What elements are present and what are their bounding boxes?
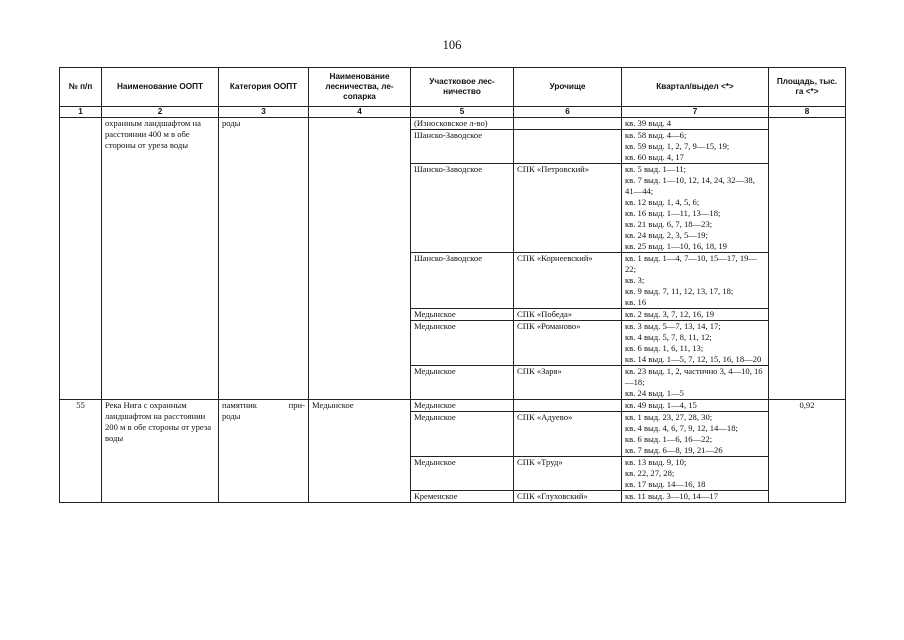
tract-cell: СПК «Глуховский» xyxy=(514,491,622,503)
tract-cell xyxy=(514,400,622,412)
header-quarters: Квартал/выдел <*> xyxy=(622,68,769,107)
col-number: 1 xyxy=(60,107,102,118)
oopt-category-line: роды xyxy=(222,411,241,421)
tract-cell: СПК «Победа» xyxy=(514,309,622,321)
tract-cell: СПК «Романово» xyxy=(514,321,622,366)
quarter-line: кв. 17 выд. 14—16, 18 xyxy=(625,479,706,489)
quarter-line: кв. 14 выд. 1—5, 7, 12, 15, 16, 18—20 xyxy=(625,354,762,364)
quarters-cell xyxy=(622,253,769,309)
oopt-name: охранным ландшафтом на расстоянии 400 м в обе стороны от уреза воды xyxy=(102,118,219,400)
quarter-line: кв. 3 выд. 5—7, 13, 14, 17; xyxy=(625,321,721,331)
header-forestry: Наименование лесничества, ле-сопарка xyxy=(309,68,411,107)
district-cell: Медынское xyxy=(411,412,514,457)
district-cell: Кременское xyxy=(411,491,514,503)
quarter-line: кв. 16 выд. 1—11, 13—18; xyxy=(625,208,721,218)
quarter-line: кв. 3; xyxy=(625,275,645,285)
page-number: 106 xyxy=(442,38,462,52)
oopt-category: роды xyxy=(219,118,309,400)
tract-cell: СПК «Петровский» xyxy=(514,164,622,253)
district-cell: Шанско-Заводское xyxy=(411,253,514,309)
quarter-line: кв. 11 выд. 3—10, 14—17 xyxy=(625,491,719,501)
quarter-line: кв. 1 выд. 23, 27, 28, 30; xyxy=(625,412,713,422)
quarter-line: кв. 60 выд. 4, 17 xyxy=(625,152,684,162)
tract-cell xyxy=(514,118,622,130)
col-number: 4 xyxy=(309,107,411,118)
tract-cell: СПК «Адуево» xyxy=(514,412,622,457)
header-tract: Урочище xyxy=(514,68,622,107)
quarters-cell xyxy=(622,164,769,253)
oopt-category xyxy=(219,400,309,503)
col-number: 3 xyxy=(219,107,309,118)
district-cell: Медынское xyxy=(411,457,514,491)
col-number: 8 xyxy=(769,107,846,118)
district-cell: Медынское xyxy=(411,321,514,366)
quarter-line: кв. 7 выд. 1—10, 12, 14, 24, 32—38, 41—44; xyxy=(625,175,755,196)
quarters-cell xyxy=(622,491,769,503)
quarter-line: кв. 2 выд. 3, 7, 12, 16, 19 xyxy=(625,309,715,319)
district-cell: Медынское xyxy=(411,400,514,412)
district-cell: Шанско-Заводское xyxy=(411,130,514,164)
quarters-cell xyxy=(622,118,769,130)
quarters-cell xyxy=(622,130,769,164)
quarter-line: кв. 21 выд. 6, 7, 18—23; xyxy=(625,219,713,229)
table-row xyxy=(60,400,846,412)
forestry-name: Медынское xyxy=(309,400,411,503)
row-number xyxy=(60,118,102,400)
header-area: Площадь, тыс. га <*> xyxy=(769,68,846,107)
quarter-line: кв. 49 выд. 1—4, 15 xyxy=(625,400,697,410)
district-cell: Шанско-Заводское xyxy=(411,164,514,253)
tract-cell: СПК «Корнеевский» xyxy=(514,253,622,309)
row-number: 55 xyxy=(60,400,102,503)
header-row xyxy=(60,68,846,107)
col-number: 7 xyxy=(622,107,769,118)
quarter-line: кв. 23 выд. 1, 2, частично 3, 4—10, 16—18; xyxy=(625,366,763,387)
oopt-name: Река Нига с охранным ландшафтом на расстоянии 200 м в обе стороны от уреза воды xyxy=(102,400,219,503)
quarter-line: кв. 5 выд. 1—11; xyxy=(625,164,687,174)
area-cell: 0,92 xyxy=(769,400,846,503)
district-cell: Медынское xyxy=(411,309,514,321)
tract-cell: СПК «Труд» xyxy=(514,457,622,491)
table-row xyxy=(60,118,846,130)
column-number-row xyxy=(60,107,846,118)
district-cell: Медынское xyxy=(411,366,514,400)
oopt-category-line: памятник при- xyxy=(222,400,305,410)
quarters-cell xyxy=(622,457,769,491)
quarters-cell xyxy=(622,321,769,366)
quarter-line: кв. 39 выд. 4 xyxy=(625,118,672,128)
forestry-name xyxy=(309,118,411,400)
quarter-line: кв. 12 выд. 1, 4, 5, 6; xyxy=(625,197,700,207)
quarter-line: кв. 59 выд. 1, 2, 7, 9—15, 19; xyxy=(625,141,730,151)
quarters-cell xyxy=(622,366,769,400)
quarter-line: кв. 22, 27, 28; xyxy=(625,468,675,478)
tract-cell: СПК «Заря» xyxy=(514,366,622,400)
header-category: Категория ООПТ xyxy=(219,68,309,107)
quarter-line: кв. 58 выд. 4—6; xyxy=(625,130,687,140)
quarter-line: кв. 6 выд. 1—6, 16—22; xyxy=(625,434,713,444)
quarter-line: кв. 4 выд. 5, 7, 8, 11, 12; xyxy=(625,332,712,342)
quarters-cell xyxy=(622,412,769,457)
protected-areas-table xyxy=(59,67,846,503)
quarter-line: кв. 9 выд. 7, 11, 12, 13, 17, 18; xyxy=(625,286,734,296)
header-district: Участковое лес-ничество xyxy=(411,68,514,107)
header-num: № п/п xyxy=(60,68,102,107)
quarter-line: кв. 25 выд. 1—10, 16, 18, 19 xyxy=(625,241,727,251)
quarter-line: кв. 1 выд. 1—4, 7—10, 15—17, 19—22; xyxy=(625,253,758,274)
quarter-line: кв. 24 выд. 2, 3, 5—19; xyxy=(625,230,708,240)
quarter-line: кв. 7 выд. 6—8, 19, 21—26 xyxy=(625,445,723,455)
area-cell xyxy=(769,118,846,400)
col-number: 5 xyxy=(411,107,514,118)
quarter-line: кв. 4 выд. 4, 6, 7, 9, 12, 14—18; xyxy=(625,423,738,433)
district-cell: (Износковское л-во) xyxy=(411,118,514,130)
quarters-cell xyxy=(622,400,769,412)
quarter-line: кв. 6 выд. 1, 6, 11, 13; xyxy=(625,343,704,353)
quarter-line: кв. 24 выд. 1—5 xyxy=(625,388,684,398)
quarter-line: кв. 16 xyxy=(625,297,647,307)
tract-cell xyxy=(514,130,622,164)
col-number: 6 xyxy=(514,107,622,118)
col-number: 2 xyxy=(102,107,219,118)
header-name: Наименование ООПТ xyxy=(102,68,219,107)
quarters-cell xyxy=(622,309,769,321)
quarter-line: кв. 13 выд. 9, 10; xyxy=(625,457,687,467)
